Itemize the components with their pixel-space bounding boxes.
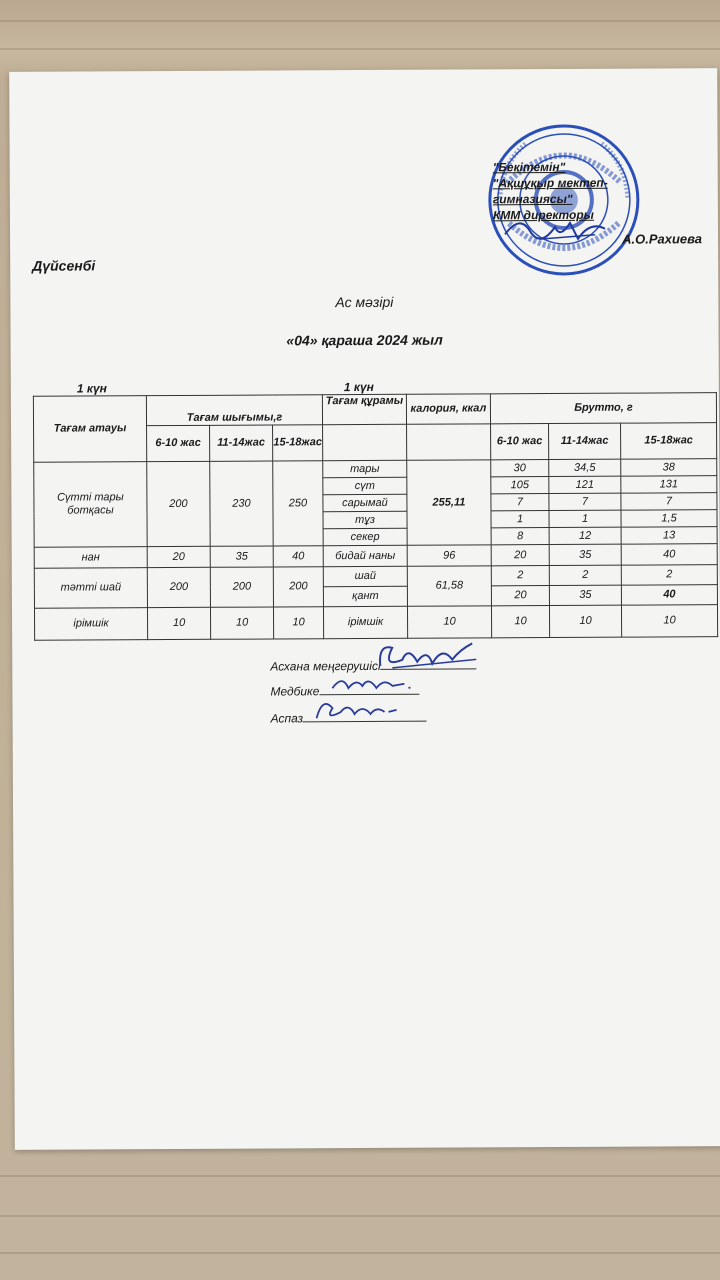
composition-blank <box>323 424 407 460</box>
dish-name: тәтті шай <box>34 568 147 609</box>
ingredient-name: секер <box>323 528 407 545</box>
header-calorie: калория, ккал <box>406 394 490 424</box>
calorie-cell: 255,11 <box>407 460 491 545</box>
portion-age-1: 6-10 жас <box>147 425 210 461</box>
brutto-cell: 35 <box>549 585 621 605</box>
ingredient-name: сүт <box>323 477 407 494</box>
brutto-cell: 30 <box>491 460 549 477</box>
brutto-cell: 7 <box>621 493 717 511</box>
nurse-signature-scribble <box>328 670 418 696</box>
brutto-cell: 2 <box>621 565 717 586</box>
portion-cell: 35 <box>210 546 273 567</box>
brutto-age-1: 6-10 жас <box>491 424 549 460</box>
approve-line-4: КММ директоры <box>492 207 594 223</box>
header-portion: Тағам шығымы,г <box>146 395 322 426</box>
cook-signature-scribble <box>310 694 400 724</box>
approve-line-1: "Бекітемін" <box>492 159 566 175</box>
brutto-cell: 7 <box>549 493 621 510</box>
brutto-cell: 1,5 <box>621 510 717 528</box>
brutto-cell: 1 <box>491 511 549 528</box>
brutto-cell: 1 <box>549 510 621 527</box>
ingredient-name: сарымай <box>323 494 407 511</box>
calorie-blank <box>407 424 491 460</box>
day-label-right: 1 күн <box>343 379 374 395</box>
approve-line-2: "Ақшұқыр мектеп- <box>492 175 608 191</box>
portion-cell: 40 <box>273 546 323 567</box>
header-composition: Тағам құрамы <box>322 394 406 424</box>
portion-age-2: 11-14жас <box>210 425 273 461</box>
director-name: А.О.Рахиева <box>622 231 703 247</box>
portion-cell: 10 <box>147 607 210 639</box>
portion-cell: 200 <box>273 567 323 607</box>
menu-table <box>33 392 718 641</box>
brutto-cell: 105 <box>491 477 549 494</box>
brutto-cell: 40 <box>621 544 717 566</box>
brutto-cell: 35 <box>549 544 621 565</box>
brutto-cell: 38 <box>621 459 717 477</box>
brutto-cell: 40 <box>621 585 717 606</box>
ingredient-name: ірімшік <box>323 606 407 638</box>
ingredient-name: тары <box>323 460 407 477</box>
table-row <box>34 605 717 641</box>
signature-cook-label: Аспаз <box>270 711 304 726</box>
brutto-cell: 20 <box>491 586 549 606</box>
brutto-cell: 10 <box>549 605 621 637</box>
brutto-cell: 8 <box>491 528 549 545</box>
brutto-cell: 121 <box>549 476 621 493</box>
dish-name: нан <box>34 547 147 569</box>
brutto-cell: 2 <box>549 565 621 585</box>
brutto-cell: 20 <box>491 545 549 566</box>
menu-date: «04» қараша 2024 жыл <box>286 331 443 349</box>
brutto-cell: 2 <box>491 566 549 586</box>
brutto-age-3: 15-18жас <box>621 423 717 460</box>
signature-nurse-label: Медбике <box>270 684 320 699</box>
brutto-age-2: 11-14жас <box>549 423 621 459</box>
brutto-cell: 7 <box>491 494 549 511</box>
ingredient-name: тұз <box>323 511 407 528</box>
calorie-cell: 96 <box>407 545 491 566</box>
calorie-cell: 61,58 <box>407 566 491 606</box>
portion-cell: 200 <box>210 567 273 607</box>
dish-name: ірімшік <box>34 608 147 641</box>
portion-cell: 250 <box>273 461 323 546</box>
director-signature <box>500 209 610 250</box>
weekday: Дүйсенбі <box>32 257 96 274</box>
portion-cell: 230 <box>210 461 273 546</box>
portion-cell: 200 <box>147 567 210 607</box>
portion-age-3: 15-18жас <box>273 425 323 461</box>
document-page <box>9 68 720 1150</box>
brutto-cell: 34,5 <box>549 459 621 476</box>
dish-name: Сүтті тары ботқасы <box>34 462 147 548</box>
brutto-cell: 10 <box>491 606 549 638</box>
portion-cell: 200 <box>147 461 210 546</box>
header-brutto: Брутто, г <box>490 393 716 424</box>
menu-title: Ас мәзірі <box>335 293 394 311</box>
approve-line-3: гимназиясы" <box>492 191 573 207</box>
brutto-cell: 13 <box>621 527 717 545</box>
calorie-cell: 10 <box>407 606 491 638</box>
signature-head-label: Асхана меңгерушісі <box>270 658 381 674</box>
brutto-cell: 10 <box>621 605 717 638</box>
brutto-cell: 12 <box>549 527 621 544</box>
portion-cell: 20 <box>147 546 210 567</box>
ingredient-name: шай <box>323 566 407 586</box>
header-dish-name: Тағам атауы <box>33 396 146 463</box>
head-signature-scribble <box>372 637 482 674</box>
day-label-left: 1 күн <box>76 381 107 396</box>
brutto-cell: 131 <box>621 476 717 494</box>
portion-cell: 10 <box>210 607 273 639</box>
portion-cell: 10 <box>273 607 323 639</box>
ingredient-name: қант <box>323 586 407 606</box>
ingredient-name: бидай наны <box>323 545 407 566</box>
